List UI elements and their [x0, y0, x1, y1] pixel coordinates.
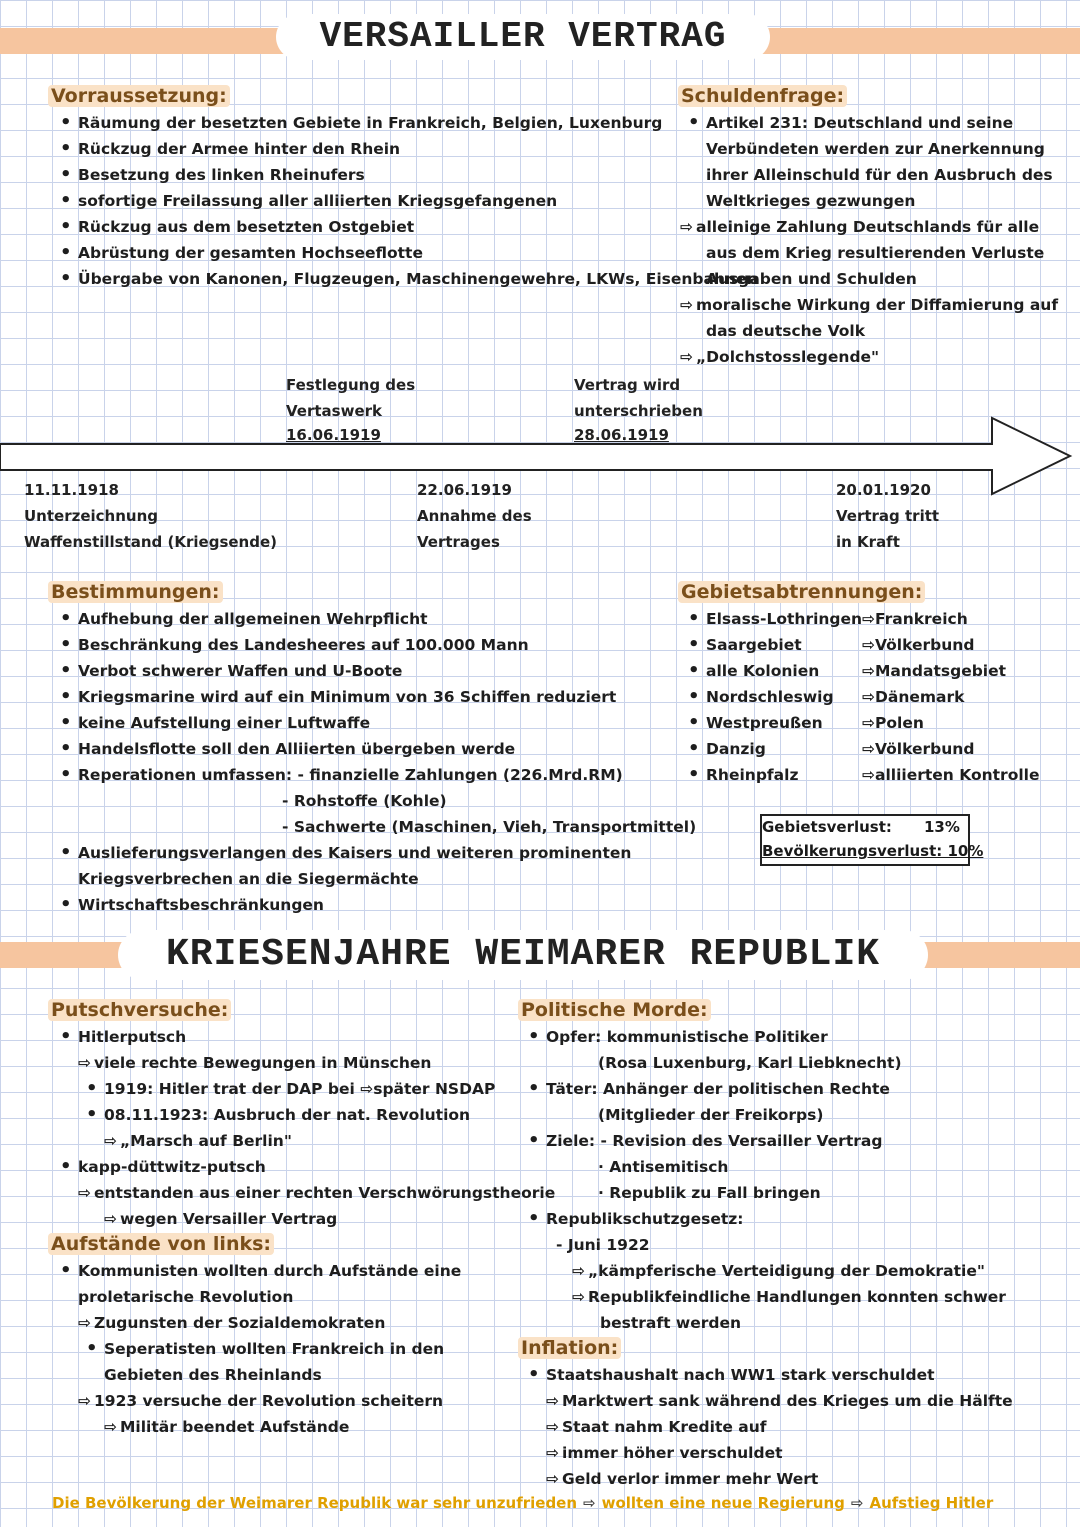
- arrow-item: ⇨ immer höher verschuldet: [546, 1444, 783, 1462]
- list-item-cont: · Antisemitisch: [598, 1158, 729, 1176]
- arrow-icon: ⇨: [680, 218, 693, 236]
- heading-politische-morde: Politische Morde:: [514, 998, 715, 1022]
- arrow-icon: ⇨: [546, 1418, 559, 1436]
- list-item: • Rückzug der Armee hinter den Rhein: [52, 136, 758, 162]
- arrow-item: ⇨ Marktwert sank während des Krieges um die Hälfte: [546, 1392, 1013, 1410]
- gebietsverlust-box: [760, 814, 984, 866]
- arrow-icon: ⇨: [104, 1418, 117, 1436]
- list-item-cont: (Mitglieder der Freikorps): [598, 1106, 824, 1124]
- sub-item: • Seperatisten wollten Frankreich in den: [52, 1336, 461, 1362]
- timeline-event-inkraft: 20.01.1920 Vertrag tritt in Kraft: [836, 477, 939, 555]
- heading-voraussetzung: Vorraussetzung:: [44, 84, 234, 108]
- list-item-reparationen: • Reperationen umfassen: - finanzielle Zahlungen (226.Mrd.RM): [52, 762, 696, 788]
- arrow-icon: ⇨: [572, 1288, 585, 1306]
- gebiet-row: • alle Kolonien ⇨Mandatsgebiet: [680, 658, 1060, 684]
- list-item: • Abrüstung der gesamten Hochseeflotte: [52, 240, 758, 266]
- list-item: • Kommunisten wollten durch Aufstände eine: [52, 1258, 461, 1284]
- list-item-cont: Weltkrieges gezwungen: [706, 192, 916, 210]
- arrow-icon: ⇨: [850, 1494, 864, 1512]
- voraussetzung-list: [52, 110, 758, 292]
- arrow-item: ⇨ 1923 versuche der Revolution scheitern: [78, 1392, 444, 1410]
- list-item: • Opfer: kommunistische Politiker: [520, 1024, 1006, 1050]
- list-item-cont: - Rohstoffe (Kohle): [282, 792, 447, 810]
- list-item: • Staatshaushalt nach WW1 stark verschuldet: [520, 1362, 1013, 1388]
- timeline-date: 16.06.1919: [286, 426, 381, 444]
- list-item: • Rückzug aus dem besetzten Ostgebiet: [52, 214, 758, 240]
- arrow-icon: ⇨: [104, 1210, 117, 1228]
- heading-bestimmungen: Bestimmungen:: [44, 580, 227, 604]
- summary-line: Die Bevölkerung der Weimarer Republik war sehr unzufrieden ⇨ wollten eine neue Regierung ⇨ Aufstieg Hitler: [52, 1494, 994, 1512]
- arrow-item: ⇨ viele rechte Bewegungen in Münschen: [78, 1054, 432, 1072]
- list-item: • Räumung der besetzten Gebiete in Frankreich, Belgien, Luxenburg: [52, 110, 758, 136]
- heading-aufstaende-links: Aufstände von links:: [44, 1232, 278, 1256]
- arrow-icon: ⇨: [104, 1132, 117, 1150]
- list-item-cont: bestraft werden: [600, 1314, 742, 1332]
- list-item-cont: (Rosa Luxenburg, Karl Liebknecht): [598, 1054, 902, 1072]
- gebietsverlust-label: Gebietsverlust:: [762, 818, 892, 836]
- list-item: • Republikschutzgesetz:: [520, 1206, 1006, 1232]
- links-list: [52, 1258, 461, 1440]
- arrow-icon: ⇨: [546, 1392, 559, 1410]
- list-item: • keine Aufstellung einer Luftwaffe: [52, 710, 696, 736]
- list-item-cont: aus dem Krieg resultierenden Verluste: [706, 244, 1045, 262]
- timeline-event-festlegung: Festlegung des Vertaswerk 16.06.1919: [286, 376, 416, 444]
- list-item-cont: proletarische Revolution: [78, 1288, 294, 1306]
- page-title-versailler: VERSAILLER VERTRAG: [276, 14, 770, 60]
- heading-schuldenfrage: Schuldenfrage:: [674, 84, 851, 108]
- list-item-cont: - Juni 1922: [556, 1236, 650, 1254]
- arrow-icon: ⇨: [862, 688, 875, 706]
- heading-putschversuche: Putschversuche:: [44, 998, 235, 1022]
- list-item-cont: ihrer Alleinschuld für den Ausbruch des: [706, 166, 1053, 184]
- list-item: • Aufhebung der allgemeinen Wehrpflicht: [52, 606, 696, 632]
- arrow-item: ⇨ Staat nahm Kredite auf: [546, 1418, 767, 1436]
- arrow-icon: ⇨: [862, 610, 875, 628]
- list-item: • Artikel 231: Deutschland und seine: [680, 110, 1058, 136]
- list-item: • Ziele: - Revision des Versailler Vertrag: [520, 1128, 1006, 1154]
- list-item: • Auslieferungsverlangen des Kaisers und weiteren prominenten: [52, 840, 696, 866]
- list-item-cont: - Sachwerte (Maschinen, Vieh, Transportmittel): [282, 818, 697, 836]
- bevoelkerungsverlust-label: Bevölkerungsverlust: 10%: [762, 842, 984, 860]
- arrow-item: ⇨ moralische Wirkung der Diffamierung auf: [680, 296, 1059, 314]
- timeline-event-annahme: 22.06.1919 Annahme des Vertrages: [417, 477, 532, 555]
- arrow-icon: ⇨: [546, 1444, 559, 1462]
- arrow-icon: ⇨: [862, 740, 875, 758]
- timeline-date: 22.06.1919: [417, 481, 512, 499]
- list-item: • Besetzung des linken Rheinufers: [52, 162, 758, 188]
- inflation-list: [520, 1362, 1013, 1492]
- list-item-cont: das deutsche Volk: [706, 322, 866, 340]
- list-item: • sofortige Freilassung aller alliierten Kriegsgefangenen: [52, 188, 758, 214]
- timeline-event-unterschrieben: Vertrag wird unterschrieben 28.06.1919: [574, 376, 703, 444]
- list-item-cont: Verbündeten werden zur Anerkennung: [706, 140, 1045, 158]
- list-item: • Wirtschaftsbeschränkungen: [52, 892, 696, 918]
- gebiet-row: • Danzig ⇨Völkerbund: [680, 736, 1060, 762]
- putsch-list: [52, 1024, 555, 1232]
- timeline-date: 11.11.1918: [24, 481, 119, 499]
- list-item: • kapp-düttwitz-putsch: [52, 1154, 555, 1180]
- bestimmungen-list: [52, 606, 696, 918]
- arrow-icon: ⇨: [862, 662, 875, 680]
- list-item: • Kriegsmarine wird auf ein Minimum von 36 Schiffen reduziert: [52, 684, 696, 710]
- list-item: • Übergabe von Kanonen, Flugzeugen, Maschinengewehre, LKWs, Eisenbahnen: [52, 266, 758, 292]
- timeline-date: 20.01.1920: [836, 481, 931, 499]
- arrow-icon: ⇨: [680, 296, 693, 314]
- arrow-icon: ⇨: [862, 636, 875, 654]
- arrow-icon: ⇨: [360, 1080, 374, 1098]
- arrow-item: ⇨ „Marsch auf Berlin": [104, 1132, 292, 1150]
- arrow-item: ⇨ entstanden aus einer rechten Verschwörungstheorie: [78, 1184, 556, 1202]
- timeline-event-waffenstillstand: 11.11.1918 Unterzeichnung Waffenstillstand (Kriegsende): [24, 477, 277, 555]
- list-item: • Täter: Anhänger der politischen Rechte: [520, 1076, 1006, 1102]
- list-item: • Handelsflotte soll den Alliierten übergeben werde: [52, 736, 696, 762]
- gebiet-row: • Nordschleswig ⇨Dänemark: [680, 684, 1060, 710]
- arrow-item: ⇨ Geld verlor immer mehr Wert: [546, 1470, 819, 1488]
- schuldenfrage-list: [680, 110, 1058, 370]
- arrow-icon: ⇨: [862, 766, 875, 784]
- page-title-weimar: KRIESENJAHRE WEIMARER REPUBLIK: [118, 930, 928, 980]
- arrow-item: ⇨ Zugunsten der Sozialdemokraten: [78, 1314, 386, 1332]
- arrow-item: ⇨ Republikfeindliche Handlungen konnten schwer: [572, 1288, 1006, 1306]
- arrow-item: ⇨ „kämpferische Verteidigung der Demokratie": [572, 1262, 985, 1280]
- sub-item-cont: Gebieten des Rheinlands: [104, 1366, 322, 1384]
- sub-item: • 08.11.1923: Ausbruch der nat. Revolution: [52, 1102, 555, 1128]
- list-item-cont: Kriegsverbrechen an die Siegermächte: [78, 870, 419, 888]
- gebiet-row: • Westpreußen ⇨Polen: [680, 710, 1060, 736]
- arrow-item: ⇨ alleinige Zahlung Deutschlands für alle: [680, 218, 1040, 236]
- gebiet-row: • Saargebiet ⇨Völkerbund: [680, 632, 1060, 658]
- gebiet-row: • Rheinpfalz ⇨alliierten Kontrolle: [680, 762, 1060, 788]
- arrow-icon: ⇨: [572, 1262, 585, 1280]
- list-item: • Beschränkung des Landesheeres auf 100.000 Mann: [52, 632, 696, 658]
- list-item: • Hitlerputsch: [52, 1024, 555, 1050]
- sub-item: • 1919: Hitler trat der DAP bei ⇨später NSDAP: [52, 1076, 555, 1102]
- arrow-icon: ⇨: [78, 1184, 91, 1202]
- gebiete-list: [680, 606, 1060, 788]
- arrow-icon: ⇨: [78, 1054, 91, 1072]
- arrow-icon: ⇨: [862, 714, 875, 732]
- arrow-item: ⇨ wegen Versailler Vertrag: [104, 1210, 338, 1228]
- arrow-icon: ⇨: [78, 1314, 91, 1332]
- heading-gebietsabtrennungen: Gebietsabtrennungen:: [674, 580, 929, 604]
- heading-inflation: Inflation:: [514, 1336, 625, 1360]
- arrow-item: ⇨ „Dolchstosslegende": [680, 348, 880, 366]
- list-item-cont: · Republik zu Fall bringen: [598, 1184, 821, 1202]
- list-item-cont: Ausgaben und Schulden: [706, 270, 917, 288]
- arrow-icon: ⇨: [680, 348, 693, 366]
- morde-list: [520, 1024, 1006, 1336]
- list-item: • Verbot schwerer Waffen und U-Boote: [52, 658, 696, 684]
- timeline-date: 28.06.1919: [574, 426, 669, 444]
- gebiet-row: • Elsass-Lothringen ⇨Frankreich: [680, 606, 1060, 632]
- arrow-item: ⇨ Militär beendet Aufstände: [104, 1418, 350, 1436]
- arrow-icon: ⇨: [546, 1470, 559, 1488]
- gebietsverlust-value: 13%: [924, 818, 960, 836]
- arrow-icon: ⇨: [583, 1494, 596, 1512]
- arrow-icon: ⇨: [78, 1392, 91, 1410]
